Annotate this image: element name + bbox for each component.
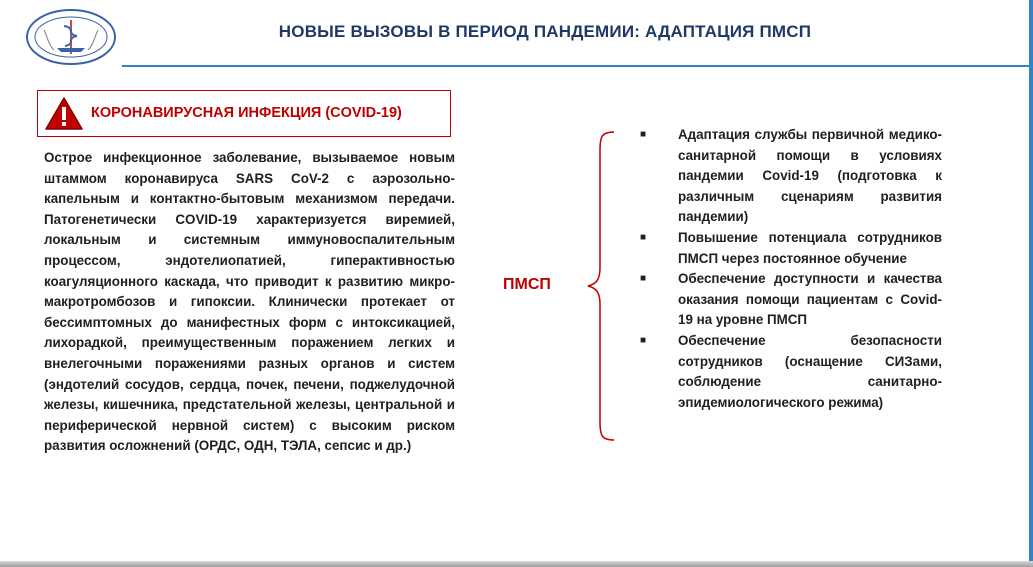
- list-item: [640, 228, 942, 269]
- curly-brace: [586, 130, 616, 442]
- list-item: [640, 269, 942, 331]
- bullet-marker: ■: [640, 334, 647, 346]
- slide-frame-bottom: [0, 561, 1033, 567]
- covid-heading: КОРОНАВИРУСНАЯ ИНФЕКЦИЯ (COVID-19): [91, 105, 402, 121]
- warning-icon: [44, 96, 84, 132]
- bullet-marker: ■: [640, 231, 647, 243]
- list-item: [640, 125, 942, 228]
- slide-frame-right: [1029, 0, 1033, 567]
- university-logo-icon: [24, 8, 118, 66]
- bullet-marker: ■: [640, 129, 647, 140]
- bullet-text: Обеспечение безопасности сотрудников (оснащение СИЗами, соблюдение санитарно-эпидемиологического режима): [678, 332, 942, 410]
- bullet-marker: ■: [640, 273, 647, 285]
- pmsp-label: ПМСП: [503, 276, 551, 293]
- bullet-text: Обеспечение доступности и качества оказания помощи пациентам с Covid-19 на уровне ПМСП: [678, 271, 942, 328]
- title-underline: [122, 65, 1030, 67]
- covid-heading-box: [37, 90, 451, 137]
- bullet-text: Адаптация службы первичной медико-санитарной помощи в условиях пандемии Covid-19 (подготовка к различным сценариям развития пандемии): [678, 127, 942, 225]
- bullet-text: Повышение потенциала сотрудников ПМСП через постоянное обучение: [678, 229, 942, 266]
- slide-title: НОВЫЕ ВЫЗОВЫ В ПЕРИОД ПАНДЕМИИ: АДАПТАЦИЯ ПМСП: [278, 22, 812, 41]
- covid-description: Острое инфекционное заболевание, вызываемое новым штаммом коронавируса SARS CoV-2 с аэрозольно-капельным и контактно-бытовым механизмом передачи. Патогенетически COVID-19 характеризуется виремией, локальным и системным иммуновоспалительным процессом, эндотелиопатией, гиперактивностью коагуляционного каскада, что приводит к развитию микро-макротромбозов и гипоксии. Клинически протекает от бессимптомных до манифестных форм с интоксикацией, лихорадкой, преимущественным поражением легких и внелегочными поражениями разных органов и систем (эндотелий сосудов, сердца, почек, печени, поджелудочной железы, кишечника, предстательной железы, центральной и периферической нервной систем) с высоким риском развития осложнений (ОРДС, ОДН, ТЭЛА, сепсис и др.): [44, 150, 455, 454]
- list-item: [640, 331, 942, 413]
- pmsp-bullet-list: [640, 125, 942, 413]
